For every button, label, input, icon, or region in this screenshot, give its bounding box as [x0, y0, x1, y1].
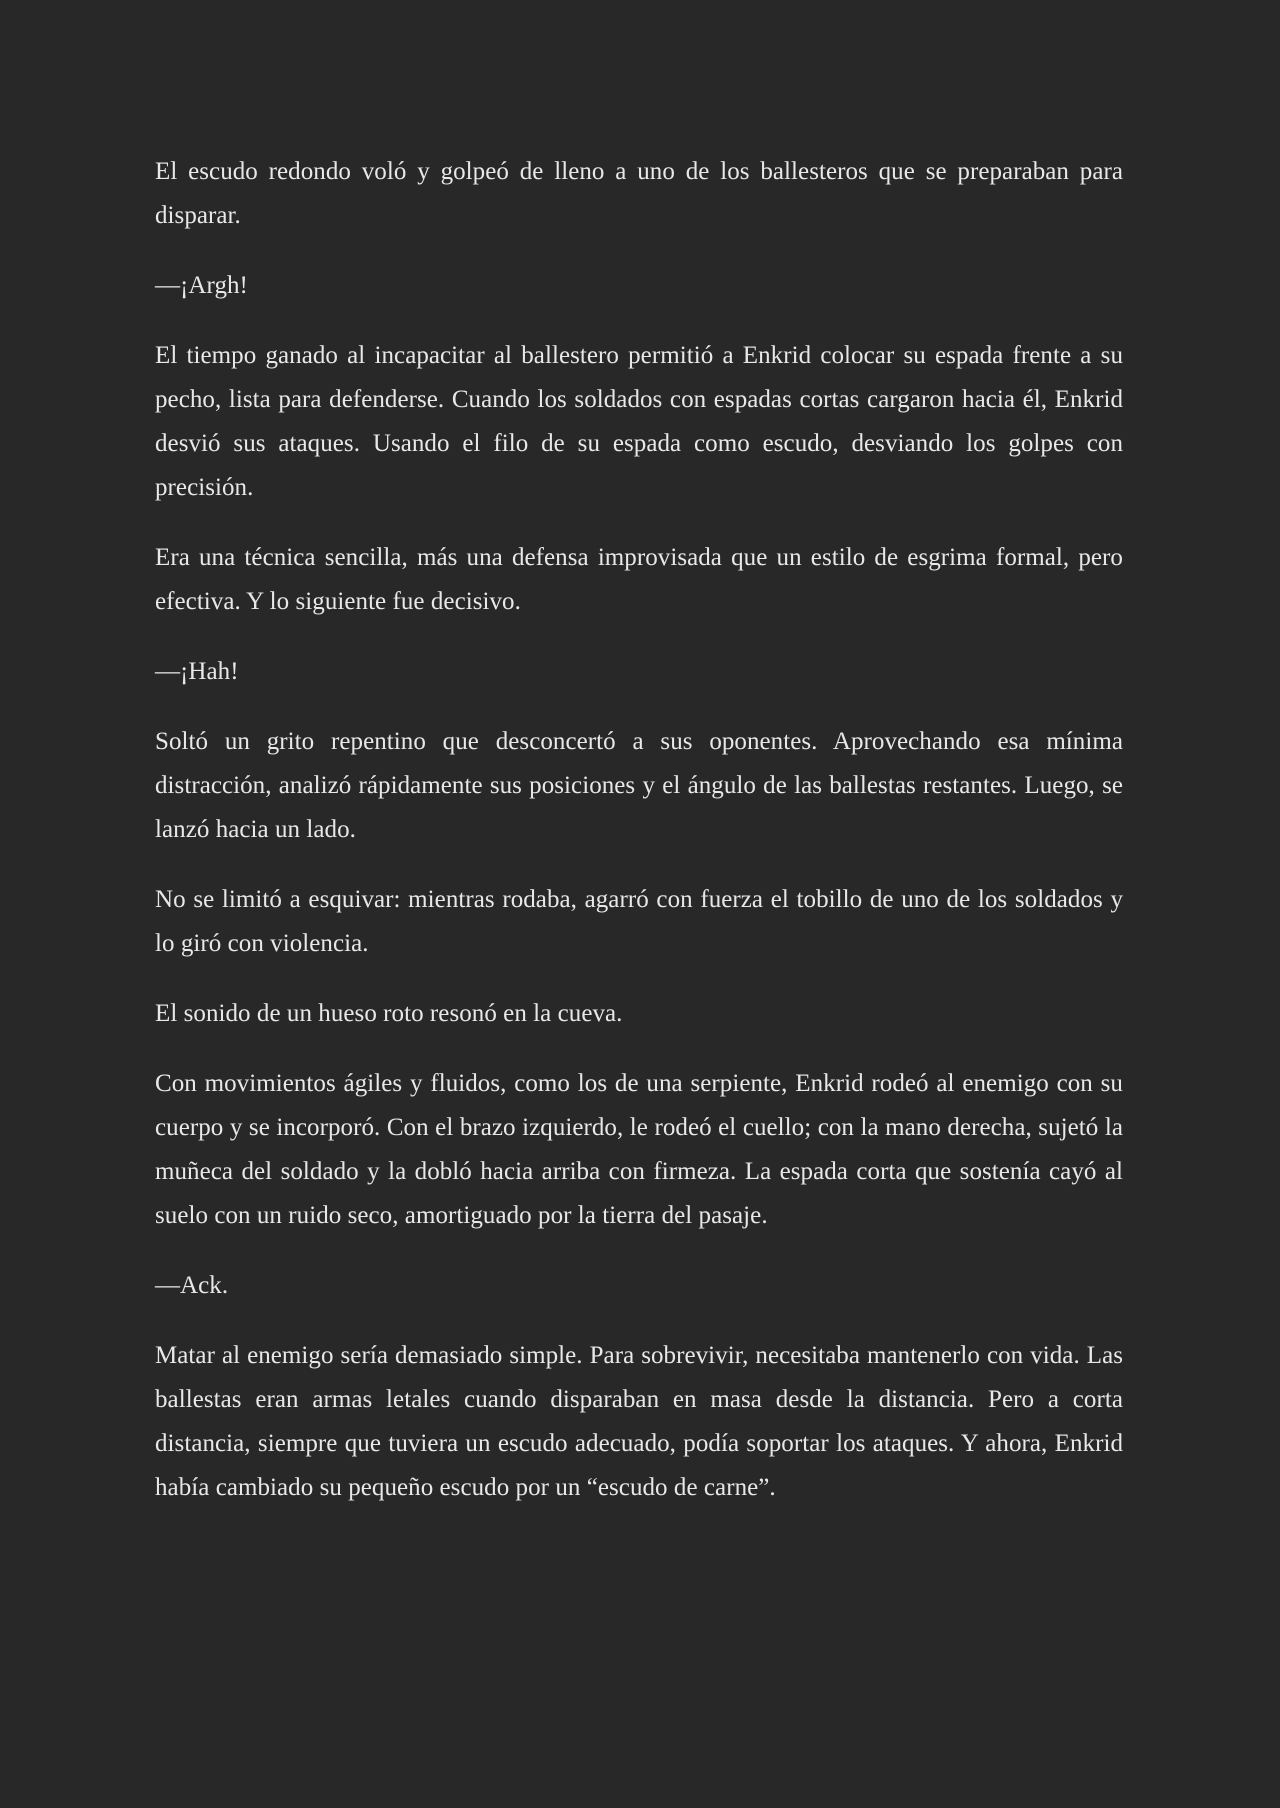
paragraph: Era una técnica sencilla, más una defensa improvisada que un estilo de esgrima formal, pero efectiva. Y lo siguiente fue decisivo.	[155, 544, 1123, 615]
dialogue-line: —¡Hah!	[155, 658, 239, 685]
paragraph: El escudo redondo voló y golpeó de lleno a uno de los ballesteros que se preparaban para disparar.	[155, 158, 1123, 229]
paragraph: El tiempo ganado al incapacitar al ballestero permitió a Enkrid colocar su espada frente a su pecho, lista para defenderse. Cuando los soldados con espadas cortas cargaron hacia él, Enkrid desvió sus ataques. Usando el filo de su espada como escudo, desviando los golpes con precisión.	[155, 342, 1123, 501]
paragraph: Soltó un grito repentino que desconcertó a sus oponentes. Aprovechando esa mínima distracción, analizó rápidamente sus posiciones y el ángulo de las ballestas restantes. Luego, se lanzó hacia un lado.	[155, 728, 1123, 843]
paragraph: No se limitó a esquivar: mientras rodaba, agarró con fuerza el tobillo de uno de los soldados y lo giró con violencia.	[155, 886, 1123, 957]
paragraph: El sonido de un hueso roto resonó en la cueva.	[155, 1000, 623, 1027]
dialogue-line: —Ack.	[155, 1272, 229, 1299]
chapter-text	[155, 150, 1123, 1510]
paragraph: Con movimientos ágiles y fluidos, como los de una serpiente, Enkrid rodeó al enemigo con su cuerpo y se incorporó. Con el brazo izquierdo, le rodeó el cuello; con la mano derecha, sujetó la muñeca del soldado y la dobló hacia arriba con firmeza. La espada corta que sostenía cayó al suelo con un ruido seco, amortiguado por la tierra del pasaje.	[155, 1070, 1123, 1229]
dialogue-line: —¡Argh!	[155, 272, 248, 299]
paragraph: Matar al enemigo sería demasiado simple. Para sobrevivir, necesitaba mantenerlo con vida. Las ballestas eran armas letales cuando disparaban en masa desde la distancia. Pero a corta distancia, siempre que tuviera un escudo adecuado, podía soportar los ataques. Y ahora, Enkrid había cambiado su pequeño escudo por un “escudo de carne”.	[155, 1342, 1123, 1501]
